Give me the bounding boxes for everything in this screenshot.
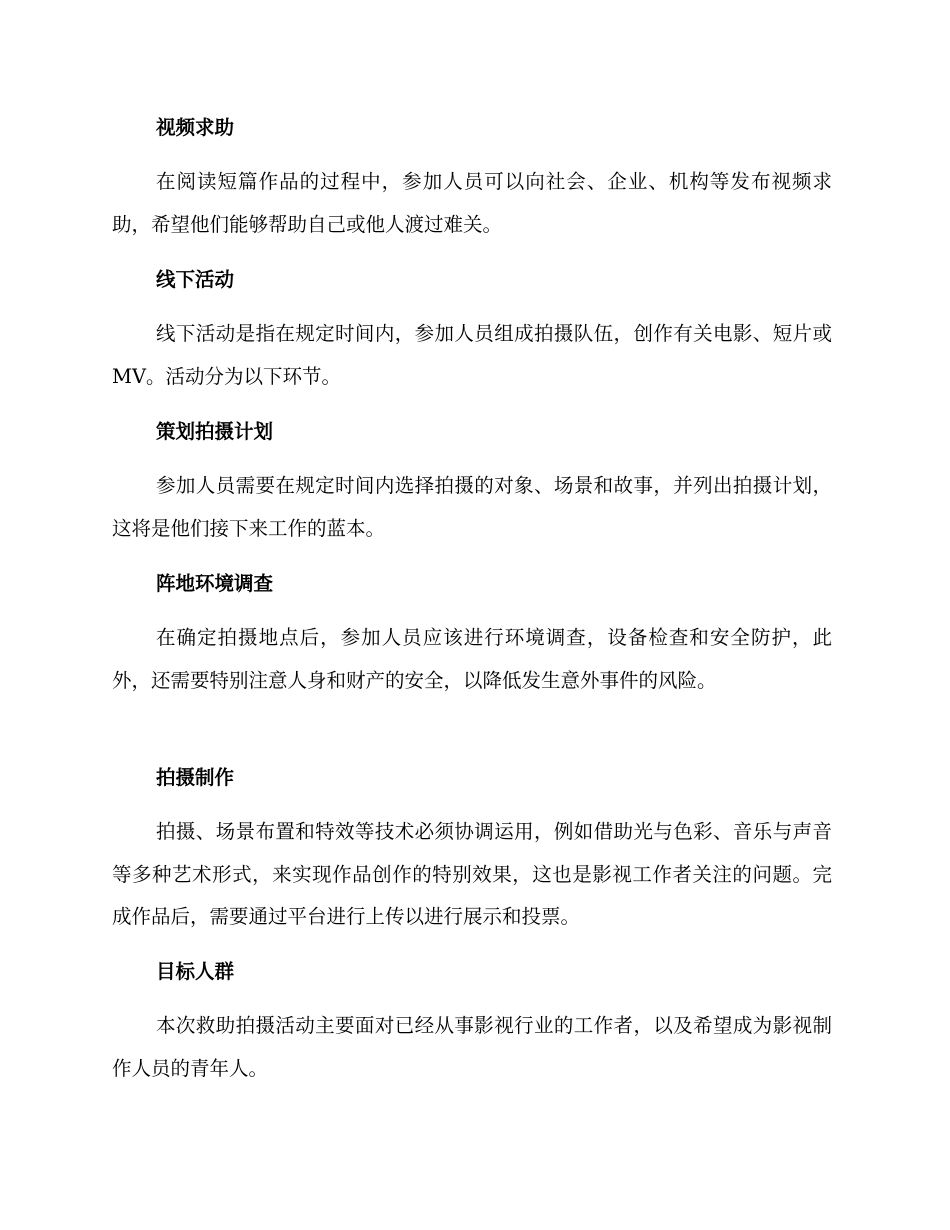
section-paragraph-shooting-plan: 参加人员需要在规定时间内选择拍摄的对象、场景和故事，并列出拍摄计划，这将是他们接下来工作的蓝本。 — [112, 474, 832, 540]
section-heading-shooting-plan: 策划拍摄计划 — [156, 420, 274, 443]
section-paragraph-production: 拍摄、场景布置和特效等技术必须协调运用，例如借助光与色彩、音乐与声音等多种艺术形式，来实现作品创作的特别效果，这也是影视工作者关注的问题。完成作品后，需要通过平台进行上传以进行展示和投票。 — [112, 820, 832, 928]
section-heading-production: 拍摄制作 — [156, 766, 235, 789]
section-paragraph-video-help: 在阅读短篇作品的过程中，参加人员可以向社会、企业、机构等发布视频求助，希望他们能够帮助自己或他人渡过难关。 — [112, 170, 832, 236]
section-paragraph-site-survey: 在确定拍摄地点后，参加人员应该进行环境调查，设备检查和安全防护，此外，还需要特别注意人身和财产的安全，以降低发生意外事件的风险。 — [112, 626, 832, 692]
section-heading-target-audience: 目标人群 — [156, 960, 235, 983]
section-heading-site-survey: 阵地环境调查 — [156, 572, 274, 595]
section-heading-offline-activity: 线下活动 — [156, 268, 235, 291]
section-paragraph-offline-activity: 线下活动是指在规定时间内，参加人员组成拍摄队伍，创作有关电影、短片或MV。活动分为以下环节。 — [112, 322, 832, 388]
section-paragraph-target-audience: 本次救助拍摄活动主要面对已经从事影视行业的工作者，以及希望成为影视制作人员的青年人。 — [112, 1014, 832, 1080]
section-heading-video-help: 视频求助 — [156, 116, 235, 139]
